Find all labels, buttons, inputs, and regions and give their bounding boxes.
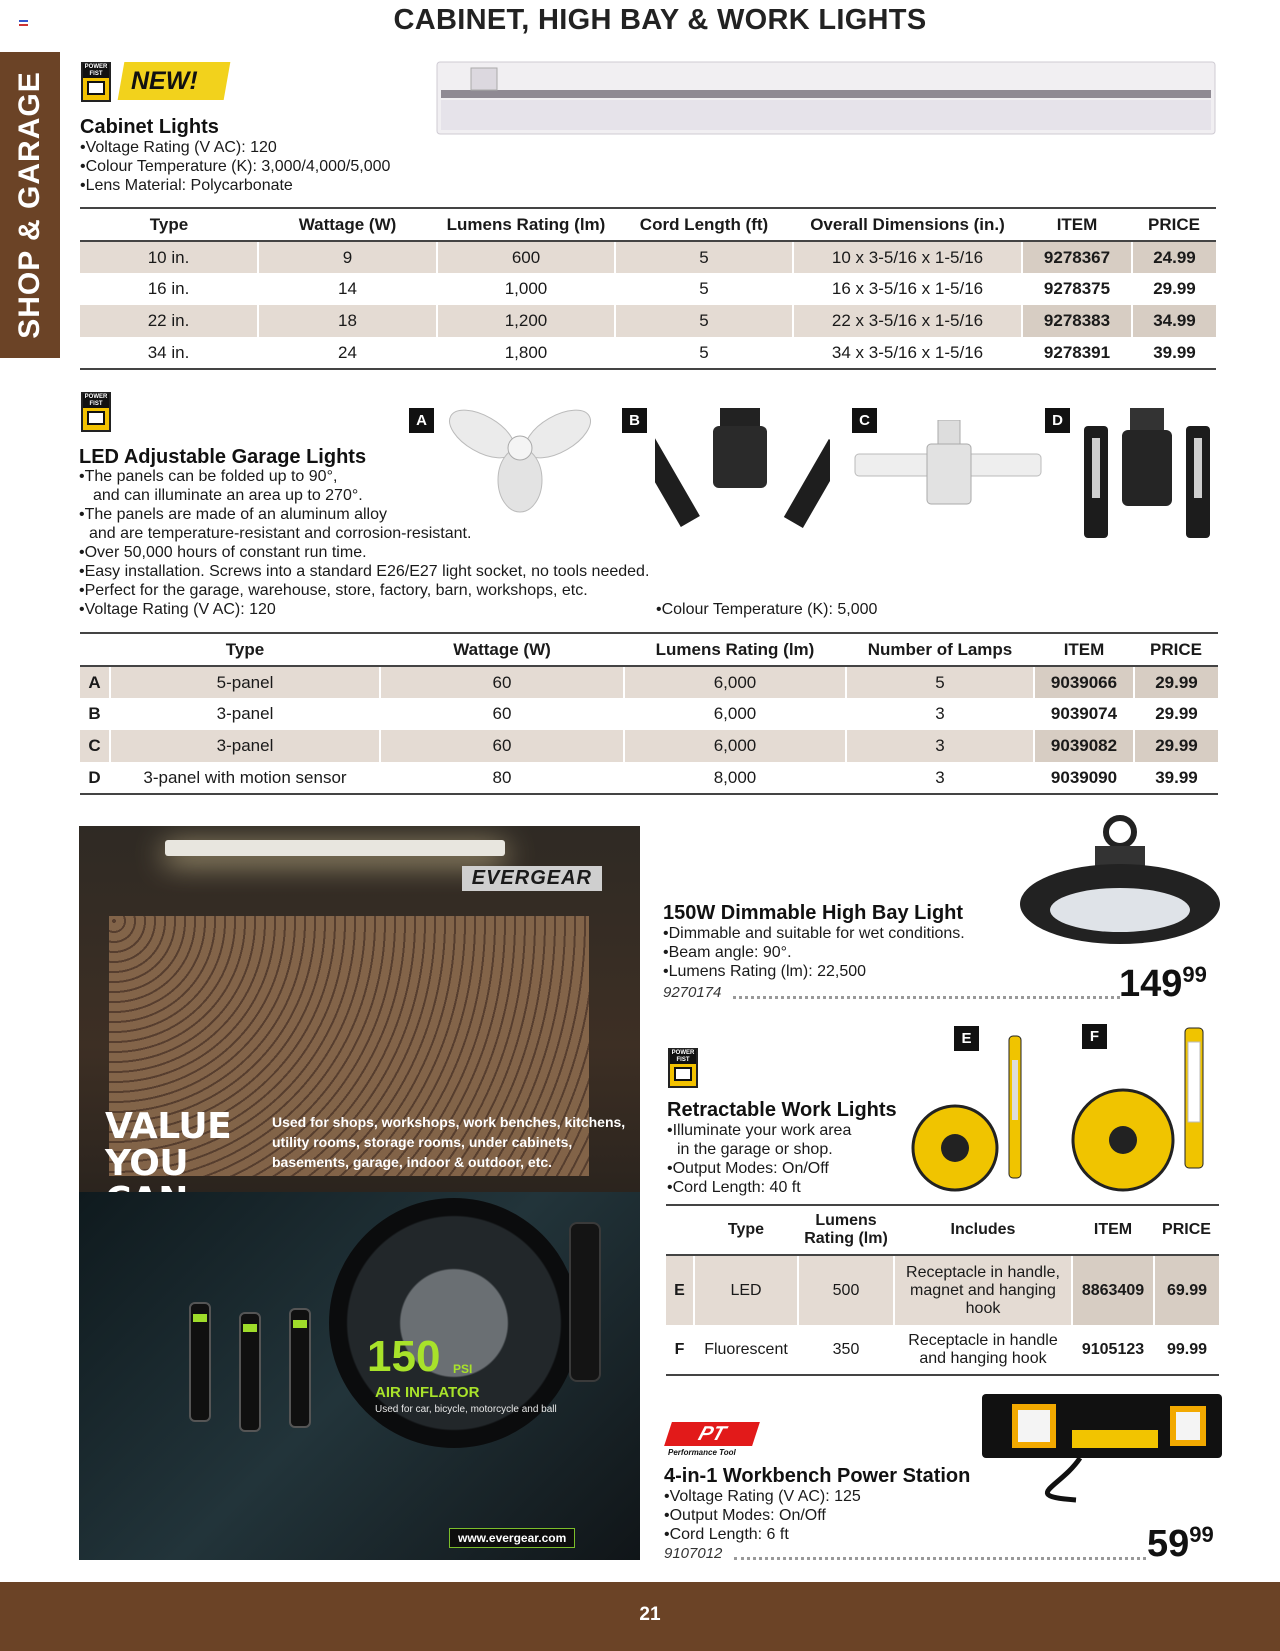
pt-logo-mark: PT: [664, 1422, 760, 1446]
table-cell: 3: [846, 762, 1034, 794]
pt-logo-subtitle: Performance Tool: [668, 1448, 736, 1457]
table-cell: 5: [615, 337, 793, 369]
table-cell: 16 in.: [147, 279, 190, 298]
price-cell: 29.99: [1134, 698, 1218, 730]
table-cell: E: [666, 1255, 694, 1325]
price-cents: 99: [1182, 962, 1207, 987]
table-cell: 1,800: [437, 337, 615, 369]
column-header: Lumens Rating (lm): [624, 633, 846, 666]
power-station-item-number: 9107012: [664, 1545, 723, 1562]
column-header: [666, 1205, 694, 1255]
table-cell: 9: [258, 241, 437, 273]
table-cell: 16 x 3-5/16 x 1-5/16: [793, 273, 1022, 305]
column-header: ITEM: [1072, 1205, 1154, 1255]
price-cents: 99: [1189, 1522, 1214, 1547]
high-bay-title: 150W Dimmable High Bay Light: [663, 902, 964, 924]
table-cell: 3: [846, 730, 1034, 762]
ad-inflator-subtitle: Used for car, bicycle, motorcycle and ball: [375, 1404, 557, 1415]
table-cell: Receptacle in handle, magnet and hanging hook: [894, 1255, 1072, 1325]
ad-psi-value: 150: [367, 1332, 441, 1381]
column-header: Lumens Rating (lm): [437, 208, 615, 241]
column-header: PRICE: [1132, 208, 1216, 241]
price-cell: 24.99: [1132, 241, 1216, 273]
item-number: 8863409: [1072, 1255, 1154, 1325]
spec-line: •Output Modes: On/Off: [664, 1507, 826, 1524]
cabinet-lights-title: Cabinet Lights: [80, 116, 219, 138]
table-cell: 5-panel: [110, 666, 380, 698]
item-number: 9278383: [1022, 305, 1132, 337]
ad-headline-text: VALUE YOU: [105, 1106, 232, 1184]
spec-line: •Voltage Rating (V AC): 120: [80, 139, 277, 156]
table-cell: F: [666, 1325, 694, 1375]
garage-scene: [79, 1192, 640, 1560]
table-cell: 60: [380, 730, 624, 762]
spec-line: and can illuminate an area up to 270°.: [93, 487, 363, 504]
item-number: 9278375: [1022, 273, 1132, 305]
price-cell: 34.99: [1132, 305, 1216, 337]
table-cell: 6,000: [624, 698, 846, 730]
work-light-f-image: [1045, 1022, 1215, 1200]
price-dollars: 149: [1119, 963, 1183, 1005]
garage-lights-specs: [79, 467, 649, 619]
price-cell: 29.99: [1132, 273, 1216, 305]
flashlight-icon: [289, 1308, 311, 1428]
table-cell: 60: [380, 666, 624, 698]
table-row: [80, 273, 1216, 305]
table-cell: B: [88, 704, 101, 723]
flashlight-icon: [239, 1312, 261, 1432]
table-cell: 8,000: [624, 762, 846, 794]
price-cell: 29.99: [1134, 666, 1218, 698]
spec-line: •Cord Length: 40 ft: [667, 1179, 801, 1196]
column-header: Cord Length (ft): [615, 208, 793, 241]
table-row: [80, 337, 1216, 369]
table-row: [80, 762, 1218, 794]
shop-lamp-image: [165, 840, 505, 856]
power-fist-brand-icon: POWER FIST: [81, 62, 111, 102]
table-cell: 10 x 3-5/16 x 1-5/16: [793, 241, 1022, 273]
spec-line: •Over 50,000 hours of constant run time.: [79, 544, 367, 561]
ad-inflator-title: AIR INFLATOR: [375, 1384, 480, 1401]
ad-website-link[interactable]: www.evergear.com: [449, 1528, 575, 1548]
table-cell: 500: [798, 1255, 894, 1325]
power-station-price: [1147, 1522, 1214, 1566]
column-header: ITEM: [1022, 208, 1132, 241]
power-station-title: 4-in-1 Workbench Power Station: [664, 1465, 971, 1487]
image-label-f: F: [1082, 1024, 1107, 1049]
table-cell: 5: [846, 666, 1034, 698]
work-lights-table: [666, 1204, 1219, 1376]
item-number: 9039074: [1034, 698, 1134, 730]
spec-line: •Dimmable and suitable for wet conditions.: [663, 925, 965, 942]
column-header: Lumens Rating (lm): [798, 1205, 894, 1255]
table-cell: Fluorescent: [694, 1325, 798, 1375]
table-cell: LED: [694, 1255, 798, 1325]
page-number: 21: [639, 1604, 661, 1625]
column-header: ITEM: [1034, 633, 1134, 666]
column-header: PRICE: [1134, 633, 1218, 666]
ad-psi-unit: PSI: [453, 1362, 473, 1376]
table-cell: 5: [615, 305, 793, 337]
table-cell: 10 in.: [80, 241, 258, 273]
dotted-leader: [734, 1557, 1146, 1560]
work-lights-specs: [667, 1121, 851, 1197]
item-number: 9105123: [1072, 1325, 1154, 1375]
column-header: Type: [694, 1205, 798, 1255]
spec-line: •Voltage Rating (V AC): 125: [664, 1488, 861, 1505]
table-cell: 1,200: [437, 305, 615, 337]
table-cell: 14: [258, 273, 437, 305]
table-row: [80, 305, 1216, 337]
performance-tool-logo: [668, 1422, 756, 1457]
table-cell: 18: [258, 305, 437, 337]
high-bay-light-image: [1015, 814, 1223, 954]
table-cell: 6,000: [624, 666, 846, 698]
section-tab: [0, 52, 60, 358]
image-label-d: D: [1045, 408, 1070, 433]
table-cell: D: [80, 762, 110, 794]
spec-line: •Lumens Rating (lm): 22,500: [663, 963, 867, 980]
table-header-row: [80, 208, 1216, 241]
cabinet-lights-specs: [80, 138, 390, 195]
garage-light-b-image: [655, 408, 830, 533]
spec-line: in the garage or shop.: [677, 1141, 833, 1158]
price-cell: 99.99: [1154, 1325, 1219, 1375]
price-cell: 69.99: [1154, 1255, 1219, 1325]
spec-line: •The panels can be folded up to 90°,: [79, 468, 338, 485]
spec-line: •Cord Length: 6 ft: [664, 1526, 789, 1543]
table-header-row: [80, 633, 1218, 666]
table-row: [80, 666, 1218, 698]
spec-line: •Voltage Rating (V AC): 120: [79, 601, 276, 618]
evergear-advertisement: [79, 826, 640, 1560]
table-cell: 34 x 3-5/16 x 1-5/16: [793, 337, 1022, 369]
column-header: PRICE: [1154, 1205, 1219, 1255]
table-row: [80, 241, 1216, 273]
table-cell: 80: [380, 762, 624, 794]
table-cell: 6,000: [624, 730, 846, 762]
column-header: Type: [80, 208, 258, 241]
item-number: 9039090: [1034, 762, 1134, 794]
power-station-specs: [664, 1487, 861, 1544]
item-number: 9039066: [1034, 666, 1134, 698]
table-cell: 34 in.: [80, 337, 258, 369]
price-cell: 29.99: [1134, 730, 1218, 762]
price-dollars: 59: [1147, 1523, 1190, 1565]
spec-line: •Output Modes: On/Off: [667, 1160, 829, 1177]
spec-line: •Colour Temperature (K): 3,000/4,000/5,000: [80, 158, 391, 175]
image-label-c: C: [852, 408, 877, 433]
high-bay-specs: [663, 924, 965, 981]
garage-colour-temp: •Colour Temperature (K): 5,000: [656, 601, 878, 618]
section-tab-label: SHOP & GARAGE: [13, 71, 46, 339]
page-footer: [0, 1582, 1280, 1651]
price-cell: 39.99: [1134, 762, 1218, 794]
column-header: Number of Lamps: [846, 633, 1034, 666]
table-cell: 3-panel: [110, 698, 380, 730]
work-light-e-image: [905, 1030, 1035, 1200]
table-cell: 60: [380, 698, 624, 730]
power-fist-brand-icon: POWER FIST: [81, 392, 111, 432]
table-cell: 22 in.: [80, 305, 258, 337]
price-cell: 39.99: [1132, 337, 1216, 369]
cabinet-light-image: [435, 60, 1220, 138]
garage-light-c-image: [853, 420, 1043, 510]
table-cell: A: [80, 666, 110, 698]
item-number: 9278391: [1022, 337, 1132, 369]
column-header: Overall Dimensions (in.): [793, 208, 1022, 241]
table-cell: 350: [798, 1325, 894, 1375]
flashlight-icon: [189, 1302, 211, 1422]
image-label-a: A: [409, 408, 434, 433]
column-header: Wattage (W): [380, 633, 624, 666]
air-inflator-image: [569, 1222, 601, 1382]
table-row: [666, 1325, 1219, 1375]
cabinet-lights-table: [80, 207, 1216, 370]
item-number: 9039082: [1034, 730, 1134, 762]
garage-light-d-image: [1082, 408, 1212, 550]
spec-line: and are temperature-resistant and corrosion-resistant.: [89, 525, 472, 542]
table-cell: 1,000: [437, 273, 615, 305]
column-header: [80, 633, 110, 666]
table-cell: 24: [258, 337, 437, 369]
new-badge: NEW!: [118, 62, 231, 100]
table-row: [80, 698, 1218, 730]
table-cell: Receptacle in handle and hanging hook: [894, 1325, 1072, 1375]
table-cell: 22 x 3-5/16 x 1-5/16: [793, 305, 1022, 337]
garage-lights-title: LED Adjustable Garage Lights: [79, 446, 367, 468]
table-cell: 600: [437, 241, 615, 273]
power-fist-brand-icon: POWER FIST: [668, 1048, 698, 1088]
column-header: Wattage (W): [258, 208, 437, 241]
dotted-leader: [733, 996, 1120, 999]
workshop-scene: [79, 826, 640, 1192]
column-header: Includes: [894, 1205, 1072, 1255]
column-header: Type: [110, 633, 380, 666]
table-cell: 3-panel: [110, 730, 380, 762]
spec-line: •Easy installation. Screws into a standard E26/E27 light socket, no tools needed.: [79, 563, 650, 580]
evergear-logo: EVERGEAR: [462, 866, 602, 891]
image-label-b: B: [622, 408, 647, 433]
spec-line: •Illuminate your work area: [667, 1122, 852, 1139]
table-cell: 5: [615, 273, 793, 305]
table-cell: 5: [615, 241, 793, 273]
image-label-e: E: [954, 1026, 979, 1051]
spec-line: •Lens Material: Polycarbonate: [80, 177, 293, 194]
spec-line: •The panels are made of an aluminum alloy: [79, 506, 387, 523]
page-title: CABINET, HIGH BAY & WORK LIGHTS: [393, 4, 927, 36]
high-bay-item-number: 9270174: [663, 984, 722, 1001]
spec-line: •Perfect for the garage, warehouse, store, factory, barn, workshops, etc.: [79, 582, 588, 599]
table-cell: 3-panel with motion sensor: [110, 762, 380, 794]
table-row: [80, 730, 1218, 762]
table-header-row: [666, 1205, 1219, 1255]
power-station-image: [980, 1392, 1224, 1512]
table-cell: C: [80, 730, 110, 762]
item-number: 9278367: [1022, 241, 1132, 273]
high-bay-price: [1119, 962, 1207, 1006]
table-cell: 3: [846, 698, 1034, 730]
spec-line: •Beam angle: 90°.: [663, 944, 792, 961]
work-lights-title: Retractable Work Lights: [667, 1099, 897, 1121]
table-row: [666, 1255, 1219, 1325]
ad-used-for-text: Used for shops, workshops, work benches, kitchens, utility rooms, storage rooms, under cabinets, basements, garage, indoor & outdoor, etc.: [272, 1114, 626, 1170]
garage-lights-table: [80, 632, 1218, 795]
